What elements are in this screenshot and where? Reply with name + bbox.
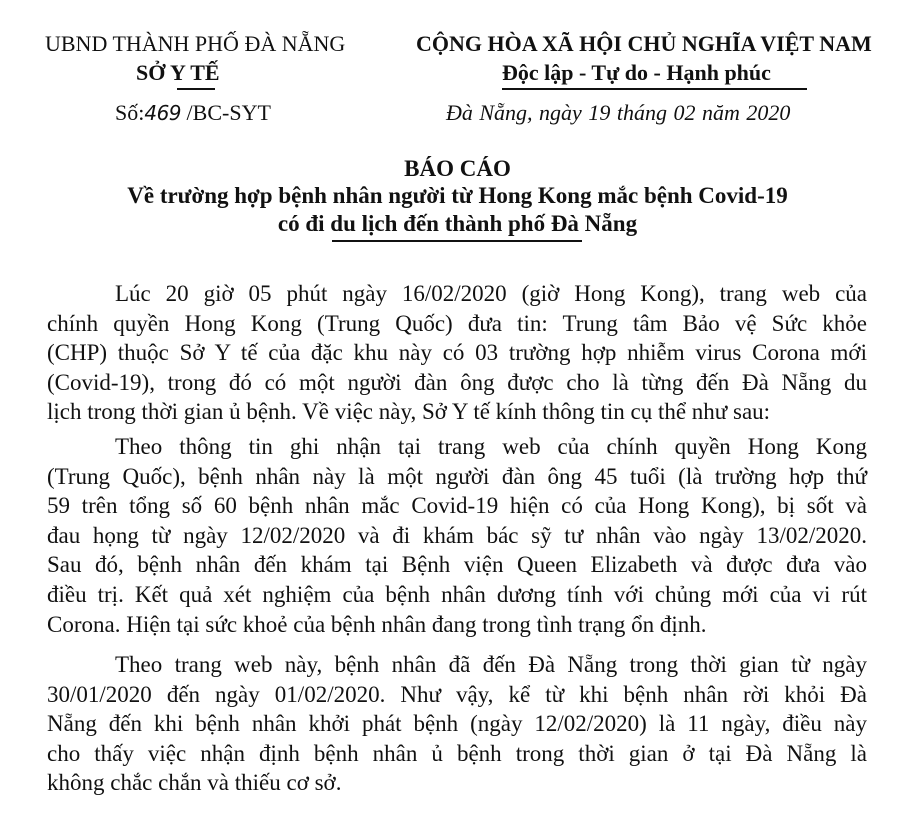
paragraph-line: Theo trang web này, bệnh nhân đã đến Đà Nẵng trong thời gian từ ngày <box>115 652 867 677</box>
paragraph-line: lịch trong thời gian ủ bệnh. Về việc này, Sở Y tế kính thông tin cụ thể như sau: <box>47 399 771 425</box>
motto-underline <box>502 88 807 90</box>
paragraph-line: Nẵng đến khi bệnh nhân khởi phát bệnh (ngày 12/02/2020) là 11 ngày, điều này <box>47 711 867 737</box>
document-number-prefix: Số: <box>115 100 145 125</box>
paragraph-1 <box>47 279 867 427</box>
document-number-handwritten: 469 <box>144 101 182 125</box>
paragraph-line: Lúc 20 giờ 05 phút ngày 16/02/2020 (giờ Hong Kong), trang web của <box>115 281 867 306</box>
paragraph-line: Sau đó, bệnh nhân đến khám tại Bệnh viện Queen Elizabeth và được đưa vào <box>47 552 867 578</box>
report-title-line-1: Về trường hợp bệnh nhân người từ Hong Kong mắc bệnh Covid-19 <box>127 183 788 208</box>
paragraph-line: Theo thông tin ghi nhận tại trang web của chính quyền Hong Kong <box>115 434 867 459</box>
report-title-line-2: có đi du lịch đến thành phố Đà Nẵng <box>277 211 638 236</box>
paragraph-line: đau họng từ ngày 12/02/2020 và đi khám bác sỹ tư nhân vào ngày 13/02/2020. <box>47 522 867 548</box>
paragraph-line: (Covid-19), trong đó có một người đàn ông được cho là từng đến Đà Nẵng du <box>47 369 867 395</box>
document-number-suffix: /BC-SYT <box>181 100 271 125</box>
paragraph-line: (Trung Quốc), bệnh nhân này là một người đàn ông 45 tuổi (là trường hợp thứ <box>47 463 867 489</box>
paragraph-line: Corona. Hiện tại sức khoẻ của bệnh nhân đang trong tình trạng ổn định. <box>47 611 707 637</box>
national-motto: Độc lập - Tự do - Hạnh phúc <box>502 60 771 85</box>
paragraph-line: 59 trên tổng số 60 bệnh nhân mắc Covid-19 hiện có của Hong Kong), bị sốt và <box>47 493 867 519</box>
paragraph-line: chính quyền Hong Kong (Trung Quốc) đưa tin: Trung tâm Bảo vệ Sức khỏe <box>47 310 867 336</box>
department-underline <box>177 88 215 90</box>
paragraph-line: điều trị. Kết quả xét nghiệm của bệnh nhân dương tính với chủng mới của vi rút <box>47 581 867 607</box>
paragraph-line: cho thấy việc nhận định bệnh nhân ủ bệnh trong thời gian ở tại Đà Nẵng là <box>47 740 867 766</box>
issuing-authority: UBND THÀNH PHỐ ĐÀ NẴNG <box>45 31 346 56</box>
document-number <box>115 100 271 126</box>
title-underline <box>332 240 582 242</box>
paragraph-3 <box>47 650 867 798</box>
paragraph-line: không chắc chắn và thiếu cơ sở. <box>47 770 342 796</box>
document-date: Đà Nẵng, ngày 19 tháng 02 năm 2020 <box>446 100 791 125</box>
paragraph-line: 30/01/2020 đến ngày 01/02/2020. Như vậy, kể từ khi bệnh nhân rời khỏi Đà <box>47 681 867 707</box>
paragraph-2 <box>47 432 867 639</box>
department-name: SỞ Y TẾ <box>136 60 220 85</box>
report-kind: BÁO CÁO <box>404 156 511 181</box>
national-title: CỘNG HÒA XÃ HỘI CHỦ NGHĨA VIỆT NAM <box>416 31 872 56</box>
paragraph-line: (CHP) thuộc Sở Y tế của đặc khu này có 03 trường hợp nhiễm virus Corona mới <box>47 340 867 366</box>
